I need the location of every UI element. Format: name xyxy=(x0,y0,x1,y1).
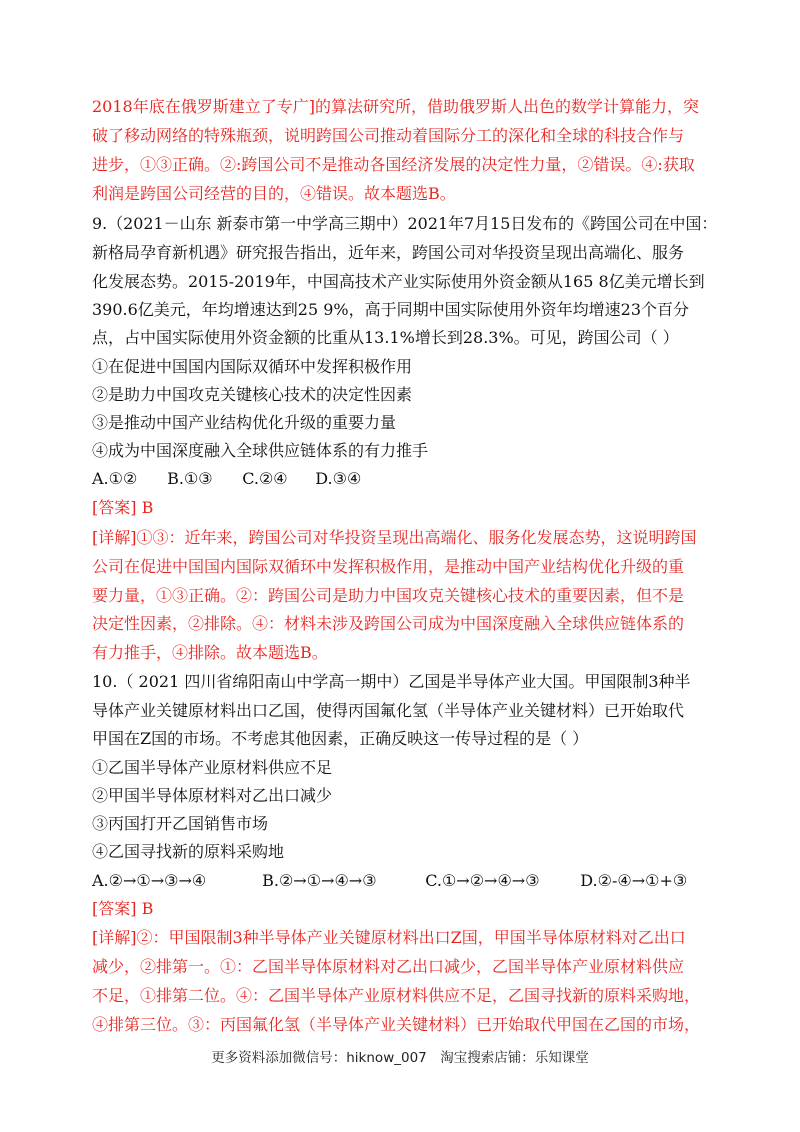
q10-stem-line: 10.（ 2021 四川省绵阳南山中学高一期中）乙国是半导体产业大国。甲国限制3种半 xyxy=(92,672,691,691)
q10-option-c: C.①→②→④→③ xyxy=(425,871,540,890)
q10-answer: [答案] B xyxy=(92,899,154,918)
q9-stem-line: 9.（2021－山东 新泰市第一中学高三期中）2021年7月15日发布的《跨国公司在中国： xyxy=(92,214,718,233)
q9-option-c: C.②④ xyxy=(242,469,288,488)
q9-explanation-line: 公司在促进中国国内国际双循环中发挥积极作用，是推动中国产业结构优化升级的重 xyxy=(92,557,685,576)
q10-statement: ③丙国打开乙国销售市场 xyxy=(92,814,269,833)
page-footer: 更多资料添加微信号：hiknow_007 淘宝搜索店铺：乐知课堂 xyxy=(211,1050,589,1066)
q9-stem-line: 点，占中国实际使用外资金额的比重从13.1%增长到28.3%。可见，跨国公司（ ） xyxy=(92,328,679,347)
q9-option-b: B.①③ xyxy=(167,469,213,488)
q10-explanation-line: 不足，①排第二位。④：乙国半导体产业原材料供应不足，乙国寻找新的原料采购地， xyxy=(92,986,701,1005)
prev-explanation-line: 进步，①③正确。②:跨国公司不是推动各国经济发展的决定性力量，②错误。④:获取 xyxy=(92,155,695,174)
q9-stem-line: 化发展态势。2015-2019年，中国高技术产业实际使用外资金额从165 8亿美元增长到 xyxy=(92,272,705,291)
q10-explanation-line: ④排第三位。③：丙国氟化氢（半导体产业关键材料）已开始取代甲国在乙国的市场， xyxy=(92,1015,701,1034)
prev-explanation-line: 利润是跨国公司经营的目的，④错误。故本题选B。 xyxy=(92,184,456,203)
q10-stem-line: 甲国在Z国的市场。不考虑其他因素，正确反映这一传导过程的是（ ） xyxy=(92,729,589,748)
q9-option-d: D.③④ xyxy=(315,469,362,488)
q10-statement: ④乙国寻找新的原料采购地 xyxy=(92,842,285,861)
q9-explanation-line: 要力量，①③正确。②：跨国公司是助力中国攻克关键核心技术的重要因素，但不是 xyxy=(92,586,685,605)
q10-statement: ②甲国半导体原材料对乙出口减少 xyxy=(92,786,333,805)
q9-statement: ②是助力中国攻克关键核心技术的决定性因素 xyxy=(92,385,413,404)
q9-statement: ③是推动中国产业结构优化升级的重要力量 xyxy=(92,413,397,432)
q9-options xyxy=(92,467,717,491)
q9-stem-line: 390.6亿美元，年均增速达到25 9%，高于同期中国实际使用外资年均增速23个百分 xyxy=(92,300,689,319)
q10-explanation-line: 减少，②排第一。①：乙国半导体原材料对乙出口减少，乙国半导体产业原材料供应 xyxy=(92,957,685,976)
q9-answer: [答案] B xyxy=(92,498,154,517)
prev-explanation-line: 2018年底在俄罗斯建立了专广]的算法研究所，借助俄罗斯人出色的数学计算能力，突 xyxy=(92,97,699,116)
q9-statement: ①在促进中国国内国际双循环中发挥积极作用 xyxy=(92,357,413,376)
q10-option-b: B.②→①→④→③ xyxy=(262,871,377,890)
q9-explanation-line: 决定性因素，②排除。④：材料未涉及跨国公司成为中国深度融入全球供应链体系的 xyxy=(92,614,685,633)
q10-explanation-line: [详解]②：甲国限制3种半导体产业关键原材料出口Z国，甲国半导体原材料对乙出口 xyxy=(92,928,686,947)
q10-option-d: D.②-④→①+③ xyxy=(580,871,688,890)
q10-option-a: A.②→①→③→④ xyxy=(92,871,207,890)
q10-options xyxy=(92,869,717,893)
prev-explanation-line: 破了移动网络的特殊瓶颈，说明跨国公司推动着国际分工的深化和全球的科技合作与 xyxy=(92,126,685,145)
q9-explanation-line: 有力推手，④排除。故本题选B。 xyxy=(92,643,328,662)
q9-statement: ④成为中国深度融入全球供应链体系的有力推手 xyxy=(92,441,429,460)
q10-stem-line: 导体产业关键原材料出口乙国，使得丙国氟化氢（半导体产业关键材料）已开始取代 xyxy=(92,701,685,720)
q9-option-a: A.①② xyxy=(92,469,138,488)
q10-statement: ①乙国半导体产业原材料供应不足 xyxy=(92,758,333,777)
q9-stem-line: 新格局孕育新机遇》研究报告指出，近年来，跨国公司对华投资呈现出高端化、服务 xyxy=(92,243,685,262)
q9-explanation-line: [详解]①③：近年来，跨国公司对华投资呈现出高端化、服务化发展态势，这说明跨国 xyxy=(92,528,697,547)
